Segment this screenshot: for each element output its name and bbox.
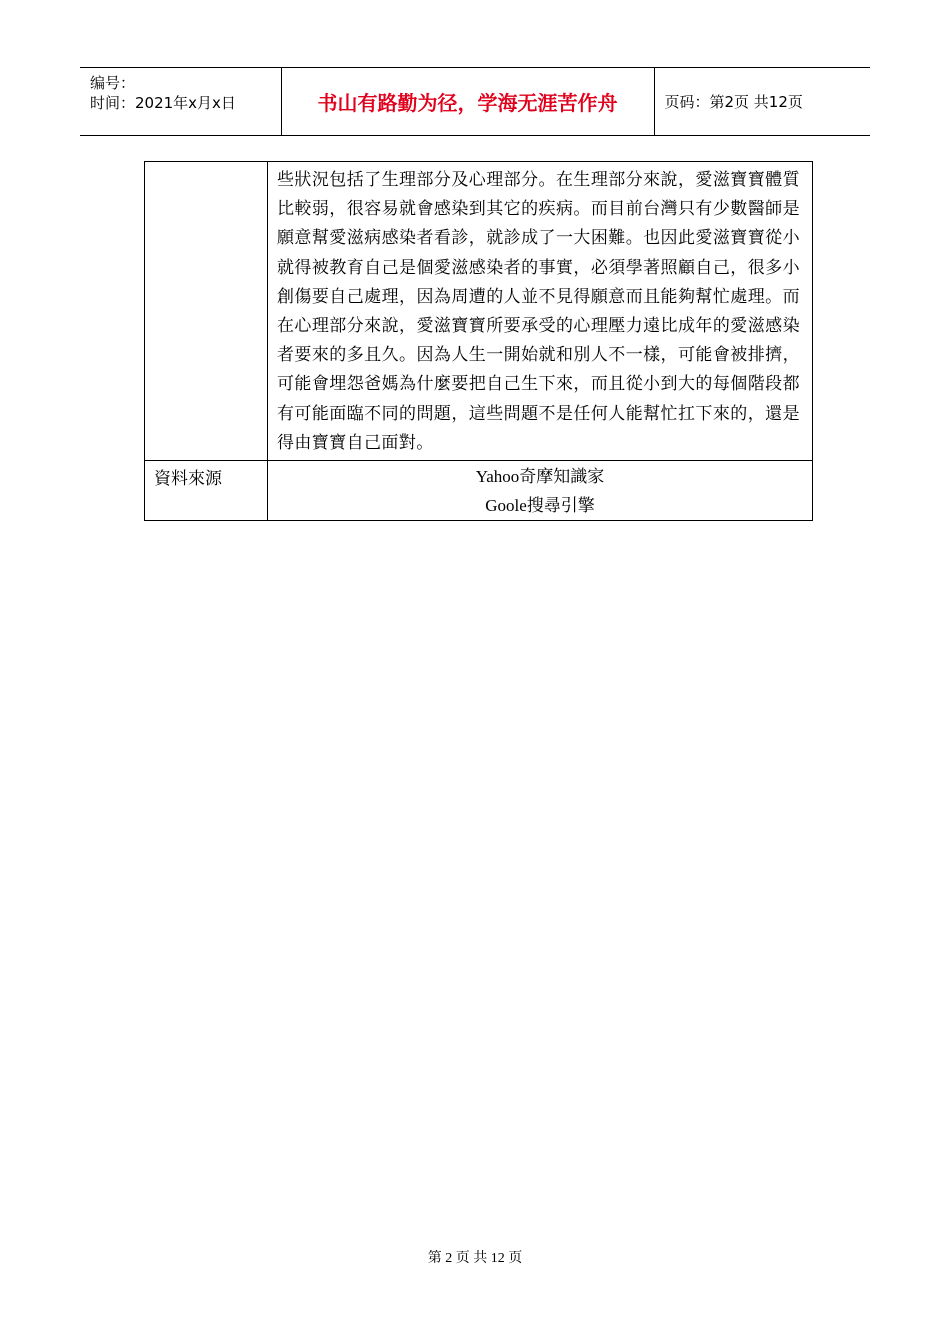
- source-label: 資料來源: [145, 461, 268, 521]
- header-motto-cell: [281, 68, 654, 136]
- source-list: [268, 461, 813, 521]
- table-row: [145, 162, 813, 461]
- content-table: [144, 161, 813, 521]
- source-item: Yahoo奇摩知識家: [475, 467, 605, 487]
- time-label: 时间：2021年x月x日: [90, 93, 236, 112]
- code-label: 编号：: [90, 73, 136, 92]
- empty-label-cell: [145, 162, 268, 461]
- document-header: [80, 67, 870, 136]
- motto: 书山有路勤为径，学海无涯苦作舟: [317, 91, 618, 115]
- page-info: 页码：第2页 共12页: [654, 68, 870, 136]
- header-meta: [80, 68, 281, 136]
- page-footer: 第 2 页 共 12 页: [427, 1251, 523, 1266]
- source-item: Goole搜尋引擎: [485, 496, 595, 516]
- table-row: [145, 461, 813, 521]
- body-paragraph: 些狀況包括了生理部分及心理部分。在生理部分來說，愛滋寶寶體質比較弱，很容易就會感染到其它的疾病。而目前台灣只有少數醫師是願意幫愛滋病感染者看診，就診成了一大困難。也因此愛滋寶寶從小就得被教育自己是個愛滋感染者的事實，必須學著照顧自己，很多小創傷要自己處理，因為周遭的人並不見得願意而且能夠幫忙處理。而在心理部分來說，愛滋寶寶所要承受的心理壓力遠比成年的愛滋感染者要來的多且久。因為人生一開始就和別人不一樣，可能會被排擠，可能會埋怨爸媽為什麼要把自己生下來，而且從小到大的每個階段都有可能面臨不同的問題，這些問題不是任何人能幫忙扛下來的，還是得由寶寶自己面對。: [268, 162, 813, 461]
